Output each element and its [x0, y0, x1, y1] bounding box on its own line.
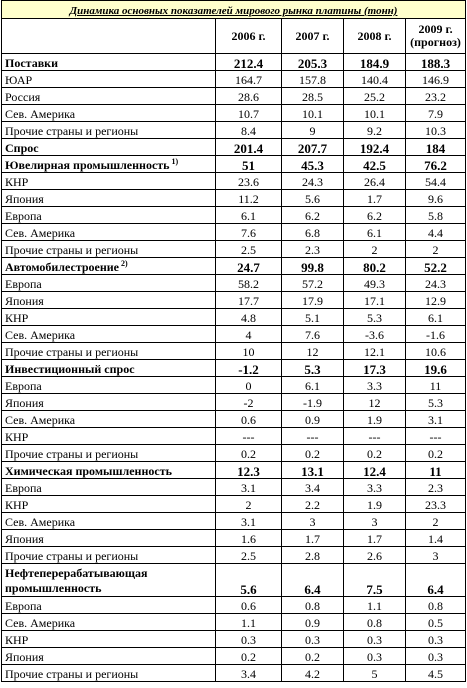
value-cell: 26.4 [344, 173, 406, 190]
value-cell: 1.7 [282, 530, 344, 547]
row-label: Европа [5, 481, 42, 495]
value-cell: 24.7 [216, 258, 282, 275]
table-row [2, 631, 466, 648]
table-row [2, 513, 466, 530]
value-cell: 5 [344, 665, 406, 682]
row-label: Автомобилестроение [5, 260, 120, 274]
value-cell: 140.4 [344, 71, 406, 88]
value-cell: 201.4 [216, 139, 282, 156]
value-cell: 58.2 [216, 275, 282, 292]
value-cell: 6.2 [282, 207, 344, 224]
value-cell: --- [282, 428, 344, 445]
header-year-2009 [406, 19, 466, 54]
section-row [2, 462, 466, 479]
row-label-cell [2, 648, 216, 665]
row-label: Япония [5, 532, 44, 546]
table-row [2, 326, 466, 343]
value-cell: 12.9 [406, 292, 466, 309]
row-label: Япония [5, 650, 44, 664]
value-cell: 52.2 [406, 258, 466, 275]
value-cell: 157.8 [282, 71, 344, 88]
header-year-2008: 2008 г. [344, 19, 406, 54]
value-cell: 6.1 [344, 224, 406, 241]
value-cell: 28.6 [216, 88, 282, 105]
value-cell: 188.3 [406, 54, 466, 71]
row-label: КНР [5, 498, 29, 512]
table-row [2, 105, 466, 122]
value-cell: 0.3 [344, 631, 406, 648]
section-row [2, 139, 466, 156]
row-label-cell [2, 411, 216, 428]
value-cell: -3.6 [344, 326, 406, 343]
value-cell: 17.9 [282, 292, 344, 309]
value-cell: --- [216, 428, 282, 445]
row-label-cell [2, 156, 216, 173]
value-cell: 184.9 [344, 54, 406, 71]
value-cell: 19.6 [406, 360, 466, 377]
value-cell: 7.9 [406, 105, 466, 122]
value-cell: 0.2 [406, 445, 466, 462]
table-row [2, 190, 466, 207]
table-row [2, 224, 466, 241]
row-label: КНР [5, 311, 29, 325]
value-cell: 2.3 [406, 479, 466, 496]
value-cell: 6.1 [406, 309, 466, 326]
value-cell: 3.1 [216, 479, 282, 496]
row-label-cell [2, 258, 216, 275]
value-cell: 0.8 [406, 597, 466, 614]
header-forecast-label: (прогноз) [410, 35, 461, 49]
row-label: Инвестиционный спрос [5, 362, 135, 376]
row-label-cell [2, 224, 216, 241]
value-cell: 146.9 [406, 71, 466, 88]
value-cell: 5.6 [282, 190, 344, 207]
value-cell: 12 [344, 394, 406, 411]
row-label: КНР [5, 633, 29, 647]
value-cell: 0.6 [216, 597, 282, 614]
table-title-text: Динамика основных показателей мирового рынка платины (тонн) [69, 5, 398, 17]
value-cell: 3.1 [216, 513, 282, 530]
value-cell: 0.3 [406, 648, 466, 665]
value-cell: 42.5 [344, 156, 406, 173]
value-cell: 9 [282, 122, 344, 139]
row-label: Сев. Америка [5, 413, 76, 427]
table-row [2, 530, 466, 547]
row-label: Сев. Америка [5, 328, 76, 342]
row-label-cell [2, 394, 216, 411]
row-label-cell [2, 207, 216, 224]
value-cell: 205.3 [282, 54, 344, 71]
value-cell: 1.9 [344, 411, 406, 428]
row-label: Европа [5, 599, 42, 613]
footnote-marker: 2) [121, 259, 128, 268]
table-row [2, 614, 466, 631]
value-cell: 2 [216, 496, 282, 513]
value-cell: 4 [216, 326, 282, 343]
value-cell: 13.1 [282, 462, 344, 479]
row-label-cell [2, 54, 216, 71]
table-row [2, 445, 466, 462]
value-cell: 6.8 [282, 224, 344, 241]
value-cell: 3 [344, 513, 406, 530]
value-cell: 1.4 [406, 530, 466, 547]
value-cell: 1.7 [344, 190, 406, 207]
value-cell: 57.2 [282, 275, 344, 292]
row-label-cell [2, 360, 216, 377]
value-cell: 0 [216, 377, 282, 394]
value-cell: 24.3 [282, 173, 344, 190]
value-cell: 0.2 [282, 445, 344, 462]
table-row [2, 428, 466, 445]
table-row [2, 394, 466, 411]
value-cell: 0.8 [344, 614, 406, 631]
value-cell: 1.1 [216, 614, 282, 631]
value-cell: 164.7 [216, 71, 282, 88]
value-cell: 212.4 [216, 54, 282, 71]
row-label: Спрос [5, 141, 39, 155]
value-cell: 2.2 [282, 496, 344, 513]
value-cell: --- [344, 428, 406, 445]
value-cell: 10.1 [344, 105, 406, 122]
row-label-cell [2, 139, 216, 156]
row-label-cell [2, 377, 216, 394]
section-row [2, 258, 466, 275]
table-row [2, 411, 466, 428]
value-cell: 5.3 [406, 394, 466, 411]
row-label-cell [2, 462, 216, 479]
table-row [2, 479, 466, 496]
value-cell: 23.3 [406, 496, 466, 513]
value-cell: 12 [282, 343, 344, 360]
value-cell: 17.3 [344, 360, 406, 377]
value-cell: 4.5 [406, 665, 466, 682]
value-cell: 17.1 [344, 292, 406, 309]
row-label: Поставки [5, 56, 59, 70]
row-label: Прочие страны и регионы [5, 447, 139, 461]
header-row [2, 19, 466, 54]
section-row [2, 564, 466, 597]
value-cell: 3 [282, 513, 344, 530]
row-label-cell [2, 241, 216, 258]
row-label: КНР [5, 175, 29, 189]
table-row [2, 496, 466, 513]
row-label: Россия [5, 90, 41, 104]
row-label: Европа [5, 379, 42, 393]
row-label-cell [2, 71, 216, 88]
value-cell: 23.2 [406, 88, 466, 105]
table-row [2, 122, 466, 139]
table-row [2, 377, 466, 394]
row-label-cell [2, 88, 216, 105]
value-cell: 12.3 [216, 462, 282, 479]
value-cell: 11 [406, 462, 466, 479]
value-cell: 8.4 [216, 122, 282, 139]
row-label-cell [2, 343, 216, 360]
row-label: Сев. Америка [5, 515, 76, 529]
value-cell: 54.4 [406, 173, 466, 190]
row-label-cell [2, 309, 216, 326]
value-cell: 4.4 [406, 224, 466, 241]
value-cell: 2.3 [282, 241, 344, 258]
row-label-cell [2, 105, 216, 122]
value-cell: 1.7 [344, 530, 406, 547]
row-label: Сев. Америка [5, 226, 76, 240]
table-row [2, 88, 466, 105]
value-cell: 3 [406, 547, 466, 564]
value-cell: 10.6 [406, 343, 466, 360]
value-cell: 1.9 [344, 496, 406, 513]
row-label-cell [2, 428, 216, 445]
table-title [2, 1, 466, 19]
table-row [2, 292, 466, 309]
value-cell: 0.3 [406, 631, 466, 648]
row-label-cell [2, 564, 216, 597]
row-label: КНР [5, 430, 29, 444]
row-label-cell [2, 597, 216, 614]
value-cell: 2 [344, 241, 406, 258]
value-cell: 1.1 [344, 597, 406, 614]
value-cell: 0.3 [282, 631, 344, 648]
value-cell: -1.2 [216, 360, 282, 377]
value-cell: 10 [216, 343, 282, 360]
row-label: ЮАР [5, 73, 33, 87]
value-cell: 28.5 [282, 88, 344, 105]
value-cell: 4.2 [282, 665, 344, 682]
value-cell: 2 [406, 513, 466, 530]
value-cell: 2.8 [282, 547, 344, 564]
value-cell: 99.8 [282, 258, 344, 275]
row-label-cell [2, 292, 216, 309]
value-cell: 7.6 [216, 224, 282, 241]
value-cell: 3.1 [406, 411, 466, 428]
value-cell: 12.4 [344, 462, 406, 479]
value-cell: 3.3 [344, 377, 406, 394]
row-label-cell [2, 614, 216, 631]
value-cell: 49.3 [344, 275, 406, 292]
row-label-cell [2, 173, 216, 190]
row-label: Прочие страны и регионы [5, 667, 139, 681]
value-cell: 207.7 [282, 139, 344, 156]
row-label: Япония [5, 192, 44, 206]
header-year-2007: 2007 г. [282, 19, 344, 54]
row-label-cell [2, 190, 216, 207]
platinum-market-table [1, 0, 466, 682]
value-cell: --- [406, 428, 466, 445]
row-label-cell [2, 631, 216, 648]
value-cell: 0.2 [216, 648, 282, 665]
value-cell: 5.6 [216, 564, 282, 597]
section-row [2, 54, 466, 71]
header-empty-cell [2, 19, 216, 54]
value-cell: 5.1 [282, 309, 344, 326]
value-cell: 0.9 [282, 614, 344, 631]
table-row [2, 173, 466, 190]
table-row [2, 547, 466, 564]
value-cell: 0.8 [282, 597, 344, 614]
row-label: Европа [5, 277, 42, 291]
row-label: Япония [5, 294, 44, 308]
value-cell: 6.1 [216, 207, 282, 224]
value-cell: 10.7 [216, 105, 282, 122]
value-cell: 76.2 [406, 156, 466, 173]
value-cell: 24.3 [406, 275, 466, 292]
row-label-cell [2, 496, 216, 513]
section-row [2, 360, 466, 377]
value-cell: 9.6 [406, 190, 466, 207]
row-label-cell [2, 530, 216, 547]
value-cell: 23.6 [216, 173, 282, 190]
table-row [2, 241, 466, 258]
value-cell: 11.2 [216, 190, 282, 207]
value-cell: 6.1 [282, 377, 344, 394]
row-label-cell [2, 445, 216, 462]
value-cell: 11 [406, 377, 466, 394]
value-cell: 10.3 [406, 122, 466, 139]
row-label: Нефтеперерабатывающая промышленность [5, 566, 148, 595]
value-cell: 9.2 [344, 122, 406, 139]
value-cell: 3.4 [216, 665, 282, 682]
value-cell: 45.3 [282, 156, 344, 173]
value-cell: 0.5 [406, 614, 466, 631]
value-cell: 2.5 [216, 547, 282, 564]
row-label-cell [2, 547, 216, 564]
value-cell: 6.2 [344, 207, 406, 224]
row-label-cell [2, 665, 216, 682]
value-cell: 0.3 [216, 631, 282, 648]
value-cell: 5.3 [344, 309, 406, 326]
value-cell: 192.4 [344, 139, 406, 156]
value-cell: 0.9 [282, 411, 344, 428]
value-cell: -2 [216, 394, 282, 411]
table-row [2, 648, 466, 665]
value-cell: 3.4 [282, 479, 344, 496]
header-year-2006: 2006 г. [216, 19, 282, 54]
row-label: Сев. Америка [5, 107, 76, 121]
table-body [2, 54, 466, 682]
table-row [2, 309, 466, 326]
footnote-marker: 1) [171, 157, 179, 166]
row-label: Прочие страны и регионы [5, 243, 139, 257]
value-cell: 4.8 [216, 309, 282, 326]
value-cell: 7.6 [282, 326, 344, 343]
value-cell: 5.3 [282, 360, 344, 377]
value-cell: 10.1 [282, 105, 344, 122]
row-label: Прочие страны и регионы [5, 345, 139, 359]
value-cell: 17.7 [216, 292, 282, 309]
row-label-cell [2, 326, 216, 343]
table-row [2, 71, 466, 88]
value-cell: -1.9 [282, 394, 344, 411]
table-row [2, 343, 466, 360]
row-label: Прочие страны и регионы [5, 124, 139, 138]
value-cell: 0.2 [216, 445, 282, 462]
table-row [2, 207, 466, 224]
row-label: Сев. Америка [5, 616, 76, 630]
table-row [2, 597, 466, 614]
value-cell: 184 [406, 139, 466, 156]
table-row [2, 275, 466, 292]
row-label: Ювелирная промышленность [5, 158, 170, 172]
row-label-cell [2, 275, 216, 292]
value-cell: 1.6 [216, 530, 282, 547]
value-cell: -1.6 [406, 326, 466, 343]
row-label: Япония [5, 396, 44, 410]
table-row [2, 665, 466, 682]
section-row [2, 156, 466, 173]
value-cell: 80.2 [344, 258, 406, 275]
row-label: Европа [5, 209, 42, 223]
value-cell: 51 [216, 156, 282, 173]
row-label: Химическая промышленность [5, 464, 172, 478]
value-cell: 6.4 [282, 564, 344, 597]
value-cell: 7.5 [344, 564, 406, 597]
header-year-2009-label: 2009 г. [418, 22, 453, 36]
value-cell: 3.3 [344, 479, 406, 496]
row-label-cell [2, 479, 216, 496]
value-cell: 6.4 [406, 564, 466, 597]
value-cell: 5.8 [406, 207, 466, 224]
value-cell: 0.6 [216, 411, 282, 428]
value-cell: 0.2 [344, 445, 406, 462]
row-label-cell [2, 513, 216, 530]
value-cell: 12.1 [344, 343, 406, 360]
value-cell: 0.2 [282, 648, 344, 665]
value-cell: 2 [406, 241, 466, 258]
row-label: Прочие страны и регионы [5, 549, 139, 563]
value-cell: 2.5 [216, 241, 282, 258]
value-cell: 0.3 [344, 648, 406, 665]
value-cell: 25.2 [344, 88, 406, 105]
value-cell: 2.6 [344, 547, 406, 564]
row-label-cell [2, 122, 216, 139]
